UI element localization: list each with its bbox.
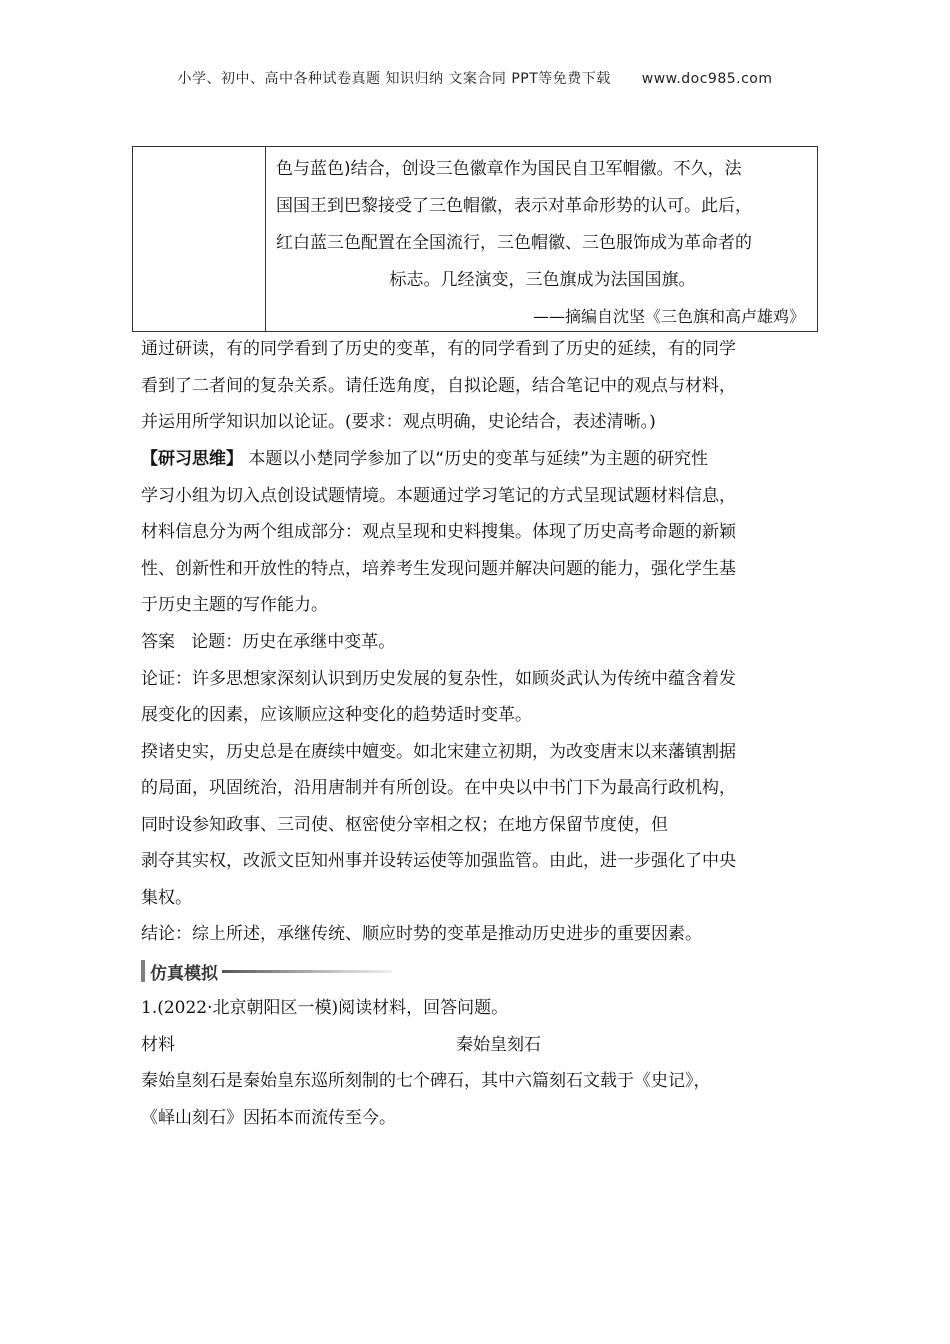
material-heading [141,1027,821,1064]
section-header [141,958,392,984]
page-header [0,68,950,88]
answer-line: 同时设参知政事、三司使、枢密使分宰相之权；在地方保留节度使，但 [141,814,668,835]
answer-line: 剥夺其实权，改派文臣知州事并设转运使等加强监管。由此，进一步强化了中央 [141,851,736,871]
quote-table-right-cell [266,147,817,331]
answer-line: 揆诸史实，历史总是在赓续中嬗变。如北宋建立初期，为改变唐末以来藩镇割据 [141,741,736,762]
task-line: 并运用所学知识加以论证。(要求：观点明确，史论结合，表述清晰。) [141,412,656,432]
header-site[interactable]: www.doc985.com [641,71,773,87]
answer-line: 的局面，巩固统治，沿用唐制并有所创设。在中央以中书门下为最高行政机构， [141,778,736,798]
quote-table [132,146,818,332]
thinking-line: 性、创新性和开放性的特点，培养考生发现问题并解决问题的能力，强化学生基 [141,558,736,579]
task-line: 看到了二者间的复杂关系。请任选角度，自拟论题，结合笔记中的观点与材料， [141,375,736,396]
quote-line: 国国王到巴黎接受了三色帽徽，表示对革命形势的认可。此后， [276,196,752,216]
thinking-line: 材料信息分为两个组成部分：观点呈现和史料搜集。体现了历史高考命题的新颖 [141,522,736,542]
quote-line: 标志。几经演变，三色旗成为法国国旗。 [389,270,696,290]
quote-table-left-cell [133,147,266,331]
thinking-line: 于历史主题的写作能力。 [141,595,328,615]
section-bar-marker [141,960,145,982]
answer-line: 结论：综上所述，承继传统、顺应时势的变革是推动历史进步的重要因素。 [141,924,702,944]
material-line: 秦始皇刻石是秦始皇东巡所刻制的七个碑石，其中六篇刻石文载于《史记》， [141,1071,711,1091]
task-line: 通过研读，有的同学看到了历史的变革，有的同学看到了历史的延续，有的同学 [141,339,736,359]
answer-line: 论证：许多思想家深刻认识到历史发展的复杂性，如顾炎武认为传统中蕴含着发 [141,668,736,689]
quote-line: 红白蓝三色配置在全国流行，三色帽徽、三色服饰成为革命者的 [276,233,752,253]
thinking-line: 学习小组为切入点创设试题情境。本题通过学习笔记的方式呈现试题材料信息， [141,485,736,506]
answer-label: 答案 [141,632,175,652]
answer-line: 集权。 [141,887,192,908]
header-text: 小学、初中、高中各种试卷真题 知识归纳 文案合同 PPT等免费下载 [177,71,611,87]
section-divider [222,970,392,973]
question-stem: 1.(2022·北京朝阳区一模)阅读材料，回答问题。 [141,998,509,1018]
answer-topic: 论题：历史在承继中变革。 [191,632,396,652]
task-paragraph [141,331,821,441]
quote-source: ——摘编自沈坚《三色旗和高卢雄鸡》 [532,307,805,326]
material-line: 《峄山刻石》因拓本而流传至今。 [141,1107,396,1128]
material-title: 秦始皇刻石 [456,1034,541,1055]
thinking-label: 【研习思维】 [141,449,243,469]
question-paragraph [141,990,821,1136]
thinking-paragraph [141,441,821,624]
material-label: 材料 [141,1034,175,1055]
answer-paragraph [141,624,821,953]
thinking-line: 本题以小楚同学参加了以“历史的变革与延续”为主题的研究性 [248,449,709,469]
answer-line: 展变化的因素，应该顺应这种变化的趋势适时变革。 [141,705,532,725]
quote-line: 色与蓝色)结合，创设三色徽章作为国民自卫军帽徽。不久，法 [276,159,742,179]
section-title: 仿真模拟 [150,963,218,984]
